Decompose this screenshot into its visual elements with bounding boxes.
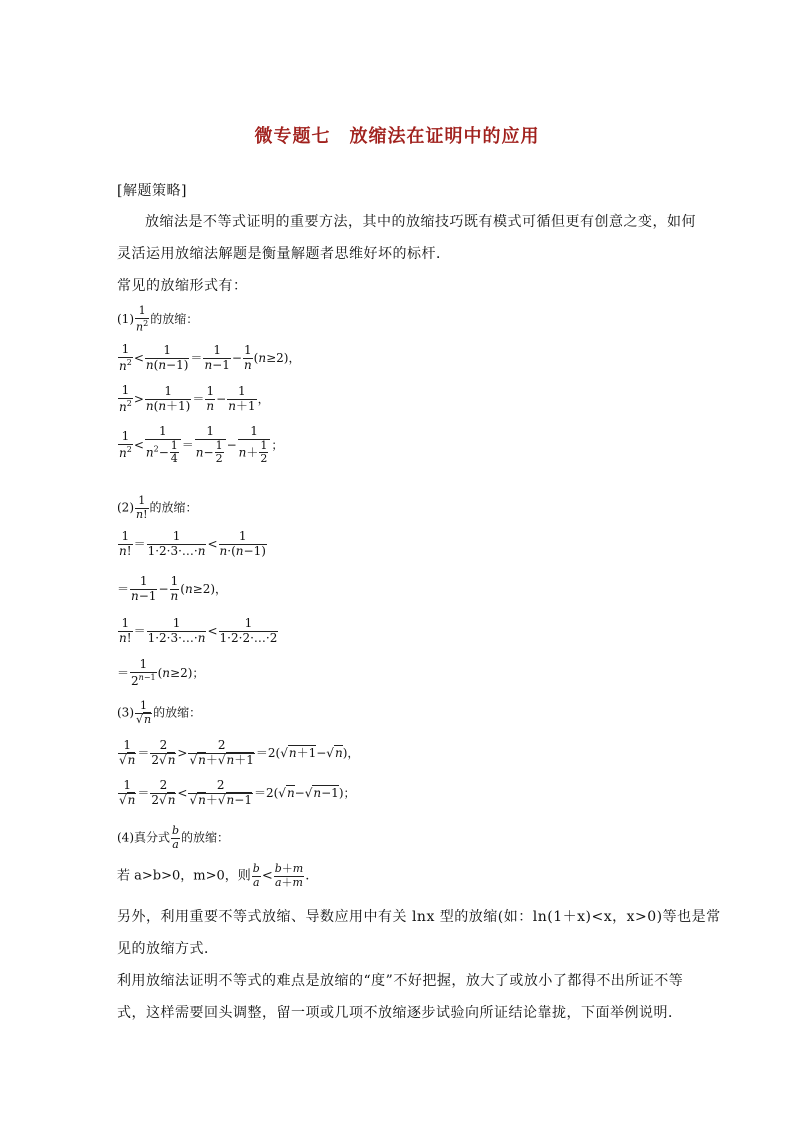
item2-label: (2) <box>117 500 134 515</box>
section-heading: [解题策略] <box>117 183 187 199</box>
item1-suffix: 的放缩： <box>150 311 199 326</box>
formula-1b: $\frac{1}{n^2}$ > $\frac{1}{n(n+1)}$ ＝ $\frac{1}{n}$ − $\frac{1}{n+1}$ ， <box>119 383 270 414</box>
formula-2d: ＝ $\frac{1}{2^{n-1}}$ (n≥2)； <box>117 657 205 688</box>
formula-3a: $\frac{1}{√n}$ ＝ $\frac{2}{2√n}$ > $\frac{2}{√n+√n+1}$ ＝2(√n＋1−√n)， <box>119 738 360 767</box>
intro-paragraph-line-1: 放缩法是不等式证明的重要方法，其中的放缩技巧既有模式可循但更有创意之变，如何 <box>145 214 696 230</box>
item1-label: (1) <box>117 311 134 326</box>
extra-paragraph-line-2: 见的放缩方式． <box>117 941 219 957</box>
formula-2c: $\frac{1}{n!}$ ＝ $\frac{1}{1\cdot 2\cdot 3\cdot\dots\cdot n}$ < $\frac{1}{1\cdot 2\cdot 2\cdot\dots\cdot 2}$ <box>119 616 278 645</box>
page-title: 微专题七 放缩法在证明中的应用 <box>254 126 540 147</box>
formula-2a: $\frac{1}{n!}$ ＝ $\frac{1}{1\cdot 2\cdot 3\cdot\dots\cdot n}$ < $\frac{1}{n\cdot(n-1)}$ <box>119 529 266 558</box>
item2-suffix: 的放缩： <box>149 500 198 515</box>
item1-heading <box>117 305 198 334</box>
formula-2b: ＝ $\frac{1}{n-1}$ − $\frac{1}{n}$ (n≥2)， <box>117 574 228 603</box>
item4-heading: (4)真分式 $\frac{b}{a}$ 的放缩： <box>117 824 230 851</box>
formula-3b: $\frac{1}{√n}$ ＝ $\frac{2}{2√n}$ < $\frac{2}{√n+√n-1}$ ＝2(√n−√n−1)； <box>119 778 356 807</box>
formula-1c: $\frac{1}{n^2}$ < 1 $n^2-$ $\frac{1}{4}$ ＝ 1 n− $\frac{1}{2}$ − 1 n＋ $\frac{1}{2}$ ； <box>119 424 284 466</box>
item3-suffix: 的放缩： <box>153 705 202 720</box>
extra-paragraph-line-1: 另外，利用重要不等式放缩、导数应用中有关 lnx 型的放缩(如：ln(1＋x)<x，x>0)等也是常 <box>117 909 721 925</box>
item3-label: (3) <box>117 705 134 720</box>
fraction: $\frac{1}{n^2}$ <box>136 304 149 334</box>
formula-4: 若 a>b>0，m>0，则 $\frac{b}{a}$ < $\frac{b+m}{a+m}$ . <box>117 862 310 889</box>
common-forms-heading: 常见的放缩形式有： <box>117 278 248 294</box>
intro-paragraph-line-2: 灵活运用放缩法解题是衡量解题者思维好坏的标杆． <box>117 246 451 262</box>
item2-heading: (2) $\frac{1}{n!}$ 的放缩： <box>117 494 198 521</box>
item3-heading: (3) $\frac{1}{√n}$ 的放缩： <box>117 699 202 726</box>
formula-1a: $\frac{1}{n^2}$ < $\frac{1}{n(n-1)}$ ＝ $\frac{1}{n-1}$ − $\frac{1}{n}$ (n≥2)， <box>119 342 301 373</box>
difficulty-paragraph-line-2: 式，这样需要回头调整，留一项或几项不放缩逐步试验向所证结论靠拢，下面举例说明． <box>117 1005 683 1021</box>
condition-prefix: 若 <box>117 868 131 884</box>
item4-suffix: 的放缩： <box>181 830 230 845</box>
condition-text: a>b>0，m>0，则 <box>134 868 251 884</box>
difficulty-paragraph-line-1: 利用放缩法证明不等式的难点是放缩的“度”不好把握，放大了或放小了都得不出所证不等 <box>117 973 684 989</box>
item4-label: (4)真分式 <box>117 830 170 845</box>
